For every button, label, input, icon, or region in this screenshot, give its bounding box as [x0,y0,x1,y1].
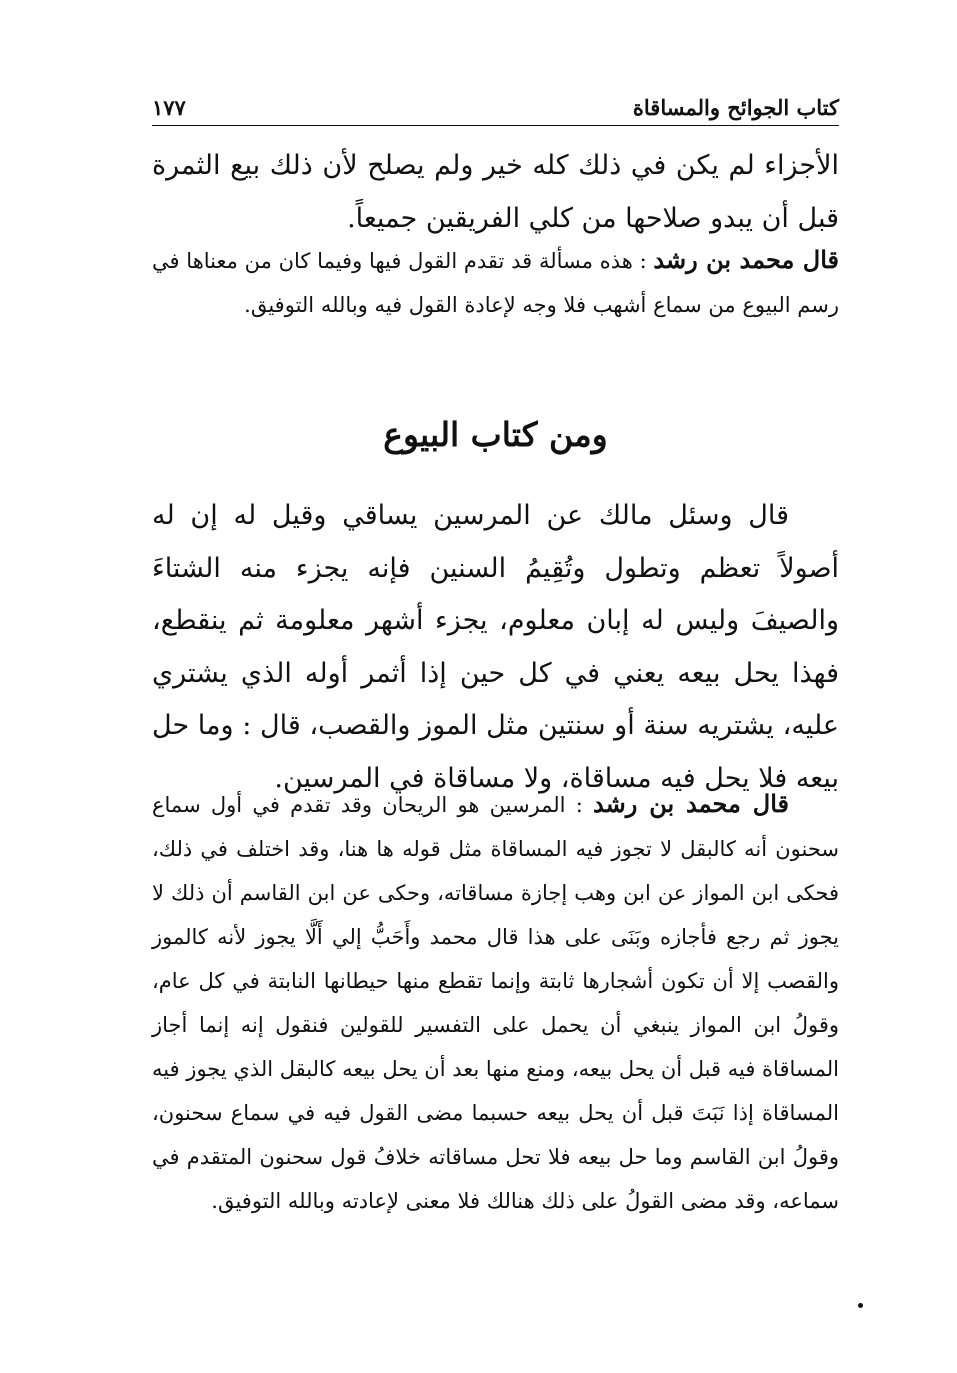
speaker-label: قال محمد بن رشد [593,789,789,818]
speaker-label: قال محمد بن رشد [653,245,839,274]
header-rule [152,125,839,126]
commentary-paragraph [152,782,839,1223]
commentary-text: : هذه مسألة قد تقدم القول فيها وفيما كان من معناها في رسم البيوع من سماع أشهب فلا وجه لإعادة القول فيه وبالله التوفيق. [152,249,839,317]
book-title: كتاب الجوائح والمساقاة [632,95,839,120]
paragraph-text: الأجزاء لم يكن في ذلك كله خير ولم يصلح لأن ذلك بيع الثمرة قبل أن يبدو صلاحها من كلي الفريقين جميعاً. [152,150,839,234]
scan-speck [858,1303,863,1308]
paragraph-continuation [152,140,839,245]
section-title: ومن كتاب البيوع [383,415,608,454]
running-header [152,82,839,118]
paragraph-text: قال وسئل مالك عن المرسين يساقي وقيل له إن له أصولاً تعظم وتطول وتُقِيمُ السنين فإنه يجزء منه الشتاءَ والصيفَ وليس له إبان معلوم، يجزء أشهر معلومة ثم ينقطع، فهذا يحل بيعه يعني في كل حين إذا أثمر أوله الذي يشتري عليه، يشتريه سنة أو سنتين مثل الموز والقصب، قال : وما حل بيعه فلا يحل فيه مساقاة، ولا مساقاة في المرسين. [152,500,839,794]
commentary-text: : المرسين هو الريحان وقد تقدم في أول سماع سحنون أنه كالبقل لا تجوز فيه المساقاة مثل قوله ها هنا، وقد اختلف في ذلك، فحكى ابن المواز عن ابن وهب إجازة مساقاته، وحكى عن ابن القاسم أن ذلك لا يجوز ثم رجع فأجازه وبَنَى على هذا قال محمد وأَحَبُّ إلي أَلَّا يجوز لأنه كالموز والقصب إلا أن تكون أشجارها ثابتة وإنما تقطع منها حيطانها النابتة في كل عام، وقولُ ابن المواز ينبغي أن يحمل على التفسير للقولين فنقول إنه إنما أجاز المساقاة فيه قبل أن يحل بيعه، ومنع منها بعد أن يحل بيعه كالبقل الذي يجوز فيه المساقاة إذا نَبَتَ قبل أن يحل بيعه حسبما مضى القول فيه في سماع سحنون، وقولُ ابن القاسم وما حل بيعه فلا تحل مساقاته خلافُ قول سحنون المتقدم في سماعه، وقد مضى القولُ على ذلك هنالك فلا معنى لإعادته وبالله التوفيق. [152,793,839,1213]
commentary-paragraph [152,238,839,327]
question-paragraph [152,490,839,805]
page-number: ١٧٧ [152,95,186,120]
